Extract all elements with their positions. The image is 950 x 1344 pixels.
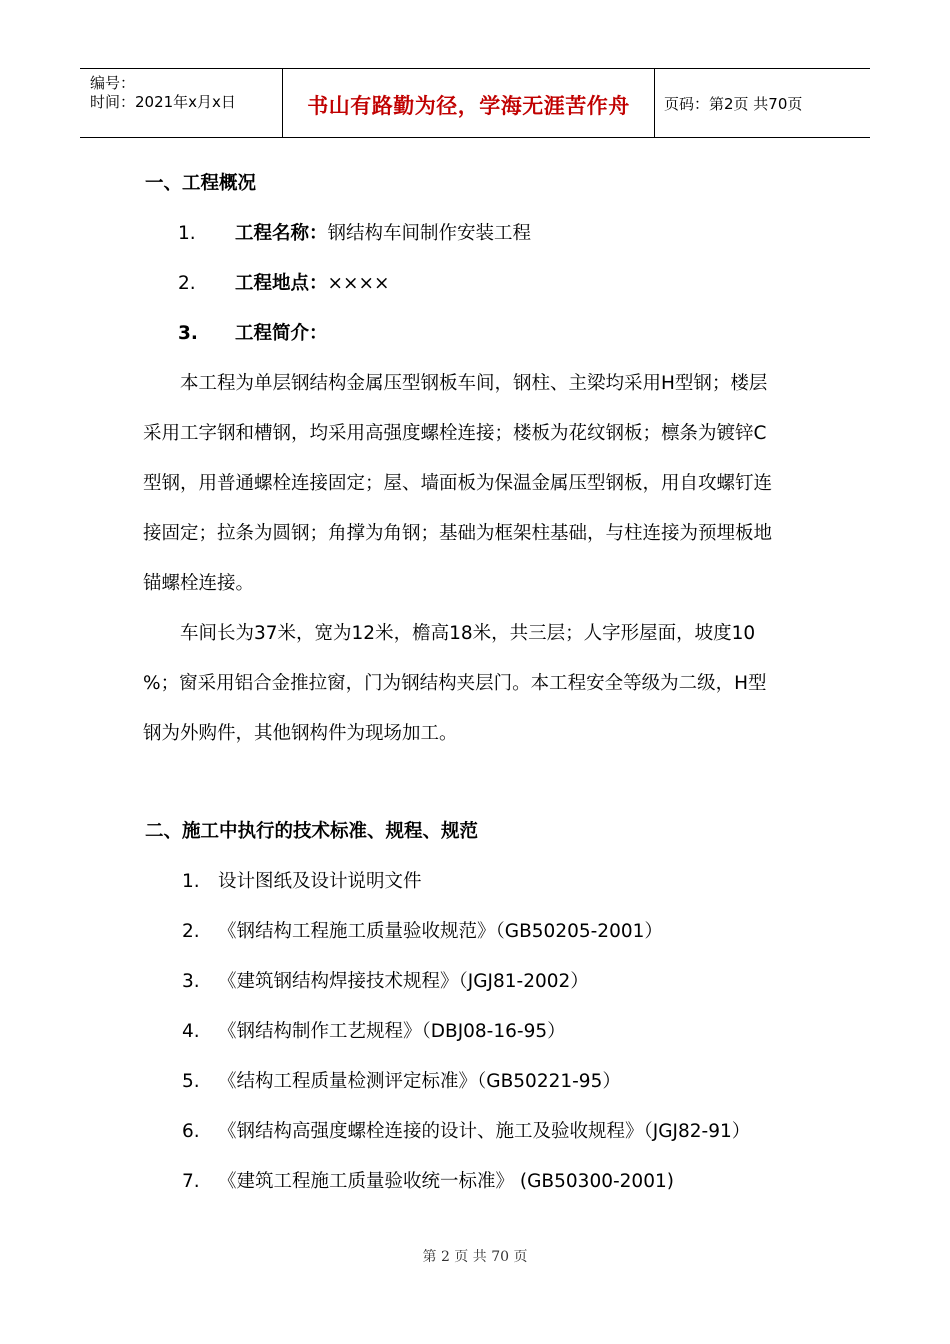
item-label: 工程地点： xyxy=(235,273,328,294)
list-item: 《结构工程质量检测评定标准》（GB50221-95） xyxy=(218,1071,621,1092)
header-page-cell xyxy=(655,69,870,137)
paragraph-line: 采用工字钢和槽钢，均采用高强度螺栓连接；楼板为花纹钢板；檩条为镀锌C xyxy=(143,423,767,444)
paragraph-line: 车间长为37米，宽为12米，檐高18米，共三层；人字形屋面，坡度10 xyxy=(180,623,756,644)
paragraph-line: 本工程为单层钢结构金属压型钢板车间，钢柱、主梁均采用H型钢；楼层 xyxy=(180,373,768,394)
list-item: 《钢结构高强度螺栓连接的设计、施工及验收规程》（JGJ82-91） xyxy=(218,1121,751,1142)
item-value: ×××× xyxy=(327,273,390,294)
list-item xyxy=(235,272,390,296)
paragraph-line: 锚螺栓连接。 xyxy=(143,573,255,594)
paragraph-line: %；窗采用铝合金推拉窗，门为钢结构夹层门。本工程安全等级为二级，H型 xyxy=(143,673,767,694)
list-item: 设计图纸及设计说明文件 xyxy=(218,871,422,892)
list-item: 《钢结构制作工艺规程》（DBJ08-16-95） xyxy=(218,1021,566,1042)
list-item-number: 1. xyxy=(178,223,196,244)
list-item-number: 5. xyxy=(182,1071,200,1092)
list-item: 《建筑工程施工质量验收统一标准》 (GB50300-2001) xyxy=(218,1171,674,1192)
page-code: 页码：第2页 共70页 xyxy=(664,95,803,113)
page-footer: 第 2 页 共 70 页 xyxy=(422,1249,528,1265)
item-label: 工程名称： xyxy=(235,223,328,244)
paragraph-line: 型钢，用普通螺栓连接固定；屋、墙面板为保温金属压型钢板，用自攻螺钉连 xyxy=(143,473,773,494)
list-item xyxy=(235,322,328,346)
paragraph-line: 钢为外购件，其他钢构件为现场加工。 xyxy=(143,723,458,744)
list-item-number: 4. xyxy=(182,1021,200,1042)
list-item xyxy=(235,222,531,246)
list-item-number: 6. xyxy=(182,1121,200,1142)
paragraph-line: 接固定；拉条为圆钢；角撑为角钢；基础为框架柱基础，与柱连接为预埋板地 xyxy=(143,523,773,544)
list-item-number: 1. xyxy=(182,871,200,892)
header-info-cell xyxy=(80,69,283,137)
doc-date: 时间：2021年x月x日 xyxy=(90,93,236,111)
header-table xyxy=(80,68,870,138)
list-item: 《钢结构工程施工质量验收规范》（GB50205-2001） xyxy=(218,921,663,942)
item-value: 钢结构车间制作安装工程 xyxy=(327,223,532,244)
list-item-number: 2. xyxy=(178,273,196,294)
doc-number: 编号： xyxy=(90,74,136,92)
section-heading-overview: 一、工程概况 xyxy=(145,173,257,194)
list-item-number: 7. xyxy=(182,1171,200,1192)
header-motto-cell xyxy=(283,69,655,137)
list-item-number: 2. xyxy=(182,921,200,942)
section-heading-standards: 二、施工中执行的技术标准、规程、规范 xyxy=(145,821,479,842)
list-item-number: 3. xyxy=(182,971,200,992)
list-item-number: 3. xyxy=(178,323,198,344)
item-label: 工程简介： xyxy=(235,323,328,344)
motto: 书山有路勤为径，学海无涯苦作舟 xyxy=(307,94,630,118)
list-item: 《建筑钢结构焊接技术规程》（JGJ81-2002） xyxy=(218,971,589,992)
